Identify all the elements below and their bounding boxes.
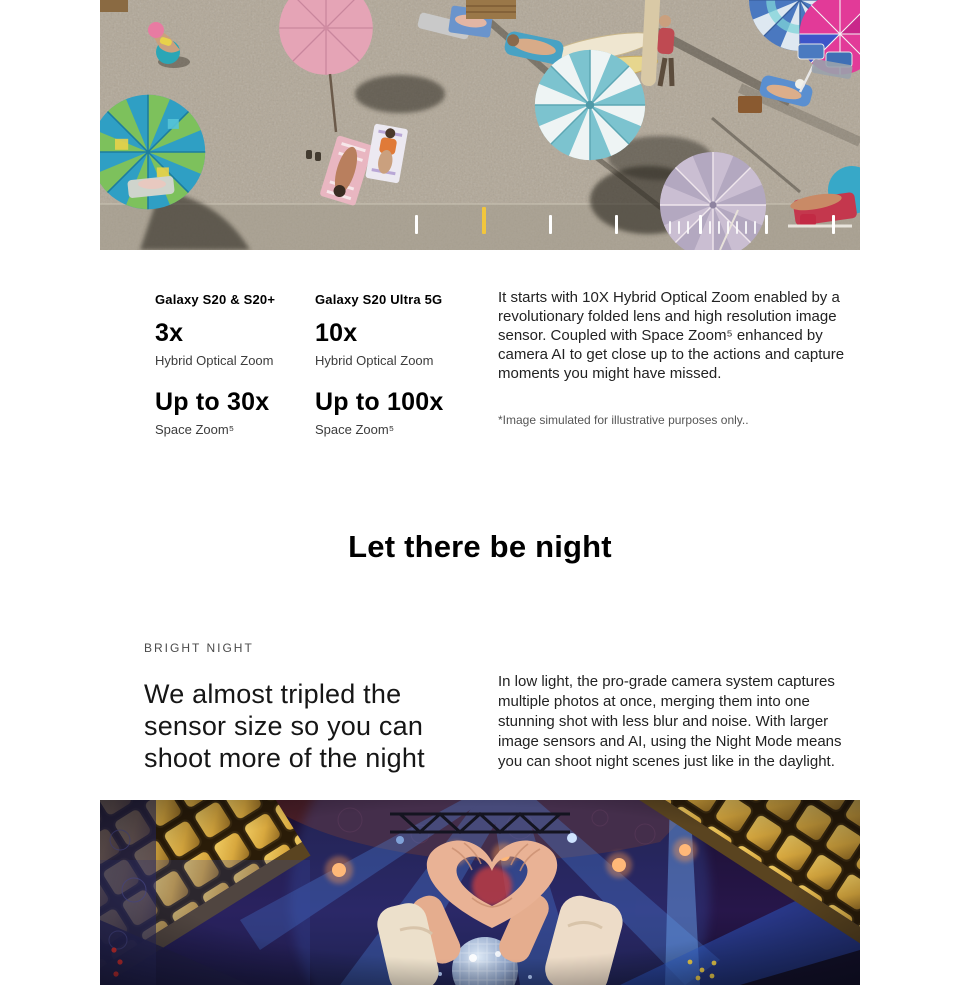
zoom-description-column — [498, 288, 866, 437]
ruler-tick — [727, 221, 729, 234]
ruler-active-tick — [482, 207, 486, 234]
space-zoom-label: Space Zoom⁵ — [155, 422, 235, 437]
concert-night-photo — [100, 800, 860, 985]
ruler-tick — [549, 215, 552, 234]
optical-zoom-value: 10x — [315, 319, 358, 347]
optical-zoom-value: 3x — [155, 319, 184, 347]
bright-night-section — [100, 641, 860, 774]
ruler-tick — [709, 221, 711, 234]
ruler-tick — [765, 215, 768, 234]
ruler-tick — [669, 221, 671, 234]
space-zoom-ruler[interactable] — [100, 208, 860, 238]
spec-column-s20 — [155, 292, 315, 437]
ruler-tick — [736, 221, 738, 234]
wood-platform — [466, 0, 516, 19]
ruler-tick — [832, 215, 835, 234]
ruler-tick — [415, 215, 418, 234]
zoom-description: It starts with 10X Hybrid Optical Zoom enabled by a revolutionary folded lens and high resolution image sensor. Coupled with Space Zoom⁵ enhanced by camera AI to get close up to the actions and capture moments you might have missed. — [498, 289, 845, 382]
ruler-tick — [678, 221, 680, 234]
space-zoom-value: Up to 30x — [155, 388, 270, 416]
bench — [100, 0, 128, 12]
beach-aerial-photo — [100, 0, 860, 250]
ruler-tick — [615, 215, 618, 234]
optical-zoom-label: Hybrid Optical Zoom — [155, 353, 274, 368]
zoom-specs-section — [100, 289, 860, 437]
concert-scene — [100, 800, 860, 985]
bright-night-heading: We almost tripled the sensor size so you can shoot more of the night — [144, 679, 425, 773]
space-zoom-label: Space Zoom⁵ — [315, 422, 395, 437]
spec-column-s20-ultra — [315, 292, 498, 437]
bright-night-left — [144, 641, 498, 774]
model-name: Galaxy S20 & S20+ — [155, 292, 276, 307]
ruler-tick — [687, 221, 689, 234]
optical-zoom-label: Hybrid Optical Zoom — [315, 353, 434, 368]
bright-night-description: In low light, the pro-grade camera system captures multiple photos at once, merging them into one stunning shot with less blur and noise. With larger image sensors and AI, using the Night Mode means you can shoot night scenes just like in the daylight. — [498, 673, 842, 770]
ruler-tick — [718, 221, 720, 234]
model-name: Galaxy S20 Ultra 5G — [315, 292, 443, 307]
bright-night-right — [498, 641, 866, 774]
night-section-title: Let there be night — [348, 529, 612, 564]
ruler-tick — [754, 221, 756, 234]
ruler-tick — [745, 221, 747, 234]
space-zoom-value: Up to 100x — [315, 388, 444, 416]
image-disclaimer: *Image simulated for illustrative purposes only.. — [498, 413, 749, 427]
bright-night-eyebrow: BRIGHT NIGHT — [144, 641, 254, 655]
ruler-tick — [699, 215, 702, 234]
